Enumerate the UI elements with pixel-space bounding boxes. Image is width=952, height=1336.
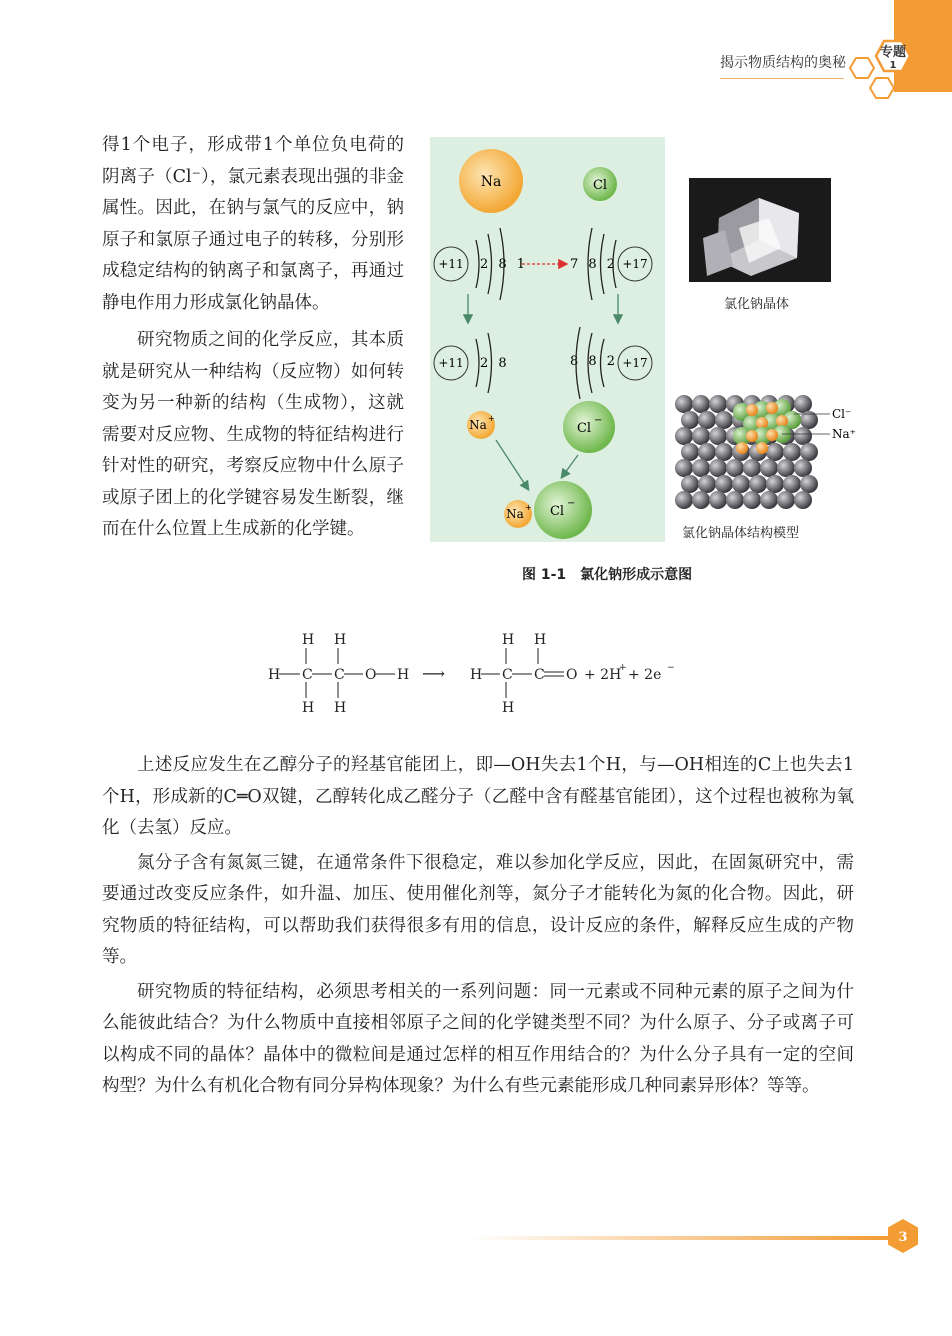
lattice-sphere xyxy=(743,491,761,509)
lattice-sphere xyxy=(681,475,699,493)
cl-ion-charge: − xyxy=(594,415,603,426)
hexagon-icon xyxy=(850,58,874,78)
lattice-sphere xyxy=(777,491,795,509)
lattice-sphere xyxy=(692,427,710,445)
lattice-sphere xyxy=(794,459,812,477)
chapter-title: 揭示物质结构的奥秘 xyxy=(720,55,846,71)
lattice-sphere xyxy=(766,443,784,461)
footer-line xyxy=(470,1236,890,1240)
paragraph: 得1个电子，形成带1个单位负电荷的阴离子（Cl⁻），氯元素表现出强的非金属性。因此，在钠与氯气的反应中，钠原子和氯原子通过电子的转移，分别形成稳定结构的钠离子和氯离子，再通过静电作用力形成氯化钠晶体。 xyxy=(102,135,404,313)
lattice-sphere xyxy=(709,395,727,413)
lattice-sphere xyxy=(692,459,710,477)
proton-term: + 2H xyxy=(584,667,622,683)
lattice-sphere xyxy=(726,491,744,509)
lattice-sphere xyxy=(675,395,693,413)
page-number-badge xyxy=(887,1218,919,1254)
na-atom-label: Na xyxy=(480,174,502,190)
lattice-sphere xyxy=(681,411,699,429)
cl-ion-charge: − xyxy=(567,498,576,509)
lattice-sphere xyxy=(709,491,727,509)
lattice-sphere xyxy=(692,491,710,509)
lattice-sphere xyxy=(692,395,710,413)
atom-h: H xyxy=(302,700,315,716)
crystal-model-label: 氯化钠晶体结构模型 xyxy=(682,526,800,541)
lattice-sphere xyxy=(709,459,727,477)
lattice-sphere xyxy=(794,491,812,509)
lattice-sphere xyxy=(743,459,761,477)
electron-term: + 2e xyxy=(628,667,662,683)
lattice-sphere xyxy=(760,491,778,509)
electron-charge: − xyxy=(667,663,675,673)
atom-h: H xyxy=(502,632,515,648)
lattice-sphere xyxy=(698,475,716,493)
na-ion-charge: + xyxy=(488,414,495,423)
lattice-sphere xyxy=(777,459,795,477)
na-nucleus-label: +11 xyxy=(438,356,464,370)
atom-o: O xyxy=(365,667,377,683)
combine-arrow xyxy=(496,440,528,489)
na-ion-label: Na xyxy=(506,507,524,521)
na-ion-label: Na xyxy=(469,418,487,432)
cl-ion-shell-numbers: 8 8 2 xyxy=(570,354,619,369)
lattice-sphere xyxy=(732,475,750,493)
header-divider xyxy=(720,78,844,79)
atom-h: H xyxy=(470,667,483,683)
paragraph: 上述反应发生在乙醇分子的羟基官能团上，即—OH失去1个H，与—OH相连的C上也失去1个H，形成新的C═O双键，乙醇转化成乙醛分子（乙醛中含有醛基官能团），这个过程也被称为氧化（去氢）反应。 xyxy=(102,755,854,838)
cl-nucleus-label: +17 xyxy=(622,257,648,271)
atom-h: H xyxy=(268,667,281,683)
lattice-sphere xyxy=(715,475,733,493)
lattice-sphere xyxy=(749,475,767,493)
lattice-sphere xyxy=(794,395,812,413)
paragraph: 氮分子含有氮氮三键，在通常条件下很稳定，难以参加化学反应，因此，在固氮研究中，需要通过改变反应条件，如升温、加压、使用催化剂等，氮分子才能转化为氮的化合物。因此，研究物质的特征结构，可以帮助我们获得很多有用的信息，设计反应的条件，解释反应生成的产物等。 xyxy=(102,852,854,967)
figure-title: 氯化钠形成示意图 xyxy=(580,567,693,583)
cl-ion-label: Cl xyxy=(576,421,592,436)
lattice-sphere xyxy=(698,411,716,429)
reaction-arrow: ⟶ xyxy=(422,664,445,683)
nacl-formation-diagram xyxy=(430,137,665,542)
lattice-sphere xyxy=(698,443,716,461)
model-cl-label: Cl⁻ xyxy=(832,407,852,421)
figure-caption xyxy=(522,564,692,584)
lattice-sphere xyxy=(760,459,778,477)
na-nucleus-label: +11 xyxy=(438,257,464,271)
atom-c: C xyxy=(334,667,345,683)
lattice-sphere xyxy=(800,475,818,493)
lattice-sphere xyxy=(794,427,812,445)
lattice-sphere xyxy=(709,427,727,445)
lattice-sphere xyxy=(715,443,733,461)
model-na-label: Na⁺ xyxy=(832,427,856,441)
badge-number: 1 xyxy=(889,60,897,71)
crystal-photo-label: 氯化钠晶体 xyxy=(724,297,790,312)
lattice-sphere xyxy=(715,411,733,429)
badge-label: 专题 xyxy=(879,45,907,60)
left-column-text xyxy=(102,130,404,546)
lattice-sphere xyxy=(783,475,801,493)
atom-h: H xyxy=(302,632,315,648)
lattice-sphere xyxy=(675,459,693,477)
cl-nucleus-label: +17 xyxy=(622,356,648,370)
atom-c: C xyxy=(502,667,513,683)
na-ion-charge: + xyxy=(525,503,532,512)
figure-panel xyxy=(430,137,665,542)
atom-h: H xyxy=(334,700,347,716)
cl-atom-label: Cl xyxy=(592,178,608,193)
na-ion-shell-numbers: 2 8 xyxy=(480,356,510,371)
nacl-crystal-photo xyxy=(689,178,831,282)
lattice-sphere xyxy=(675,427,693,445)
body-text xyxy=(102,750,854,1103)
lattice-sphere xyxy=(681,443,699,461)
figure-number: 图 1-1 xyxy=(522,567,567,583)
combine-arrow xyxy=(562,455,578,477)
atom-h: H xyxy=(534,632,547,648)
atom-c: C xyxy=(534,667,545,683)
atom-c: C xyxy=(302,667,313,683)
atom-h: H xyxy=(502,700,515,716)
page-number: 3 xyxy=(898,1230,908,1245)
na-shell-numbers: 2 8 1 xyxy=(480,257,529,272)
atom-o: O xyxy=(566,667,578,683)
paragraph: 研究物质之间的化学反应，其本质就是研究从一种结构（反应物）如何转变为另一种新的结构（生成物），这就需要对反应物、生成物的特征结构进行针对性的研究，考察反应物中什么原子或原子团上的化学键容易发生断裂，继而在什么位置上生成新的化学键。 xyxy=(102,330,404,539)
lattice-sphere xyxy=(726,459,744,477)
proton-charge: + xyxy=(619,663,627,673)
ethanol-oxidation-equation xyxy=(262,624,682,720)
paragraph: 研究物质的特征结构，必须思考相关的一系列问题：同一元素或不同种元素的原子之间为什么能彼此结合？为什么物质中直接相邻原子之间的化学键类型不同？为什么原子、分子或离子可以构成不同的晶体？晶体中的微粒间是通过怎样的相互作用结合的？为什么分子具有一定的空间构型？为什么有机化合物有同分异构体现象？为什么有些元素能形成几种同素异形体？等等。 xyxy=(102,981,854,1096)
lattice-sphere xyxy=(783,443,801,461)
atom-h: H xyxy=(334,632,347,648)
lattice-sphere xyxy=(766,475,784,493)
atom-h: H xyxy=(397,667,410,683)
lattice-sphere xyxy=(800,443,818,461)
lattice-sphere xyxy=(675,491,693,509)
cl-shell-numbers: 7 8 2 xyxy=(570,257,619,272)
cl-ion-label: Cl xyxy=(549,504,565,519)
hexagon-icon xyxy=(870,78,894,98)
nacl-lattice-model xyxy=(670,390,862,520)
topic-badge xyxy=(846,36,946,106)
